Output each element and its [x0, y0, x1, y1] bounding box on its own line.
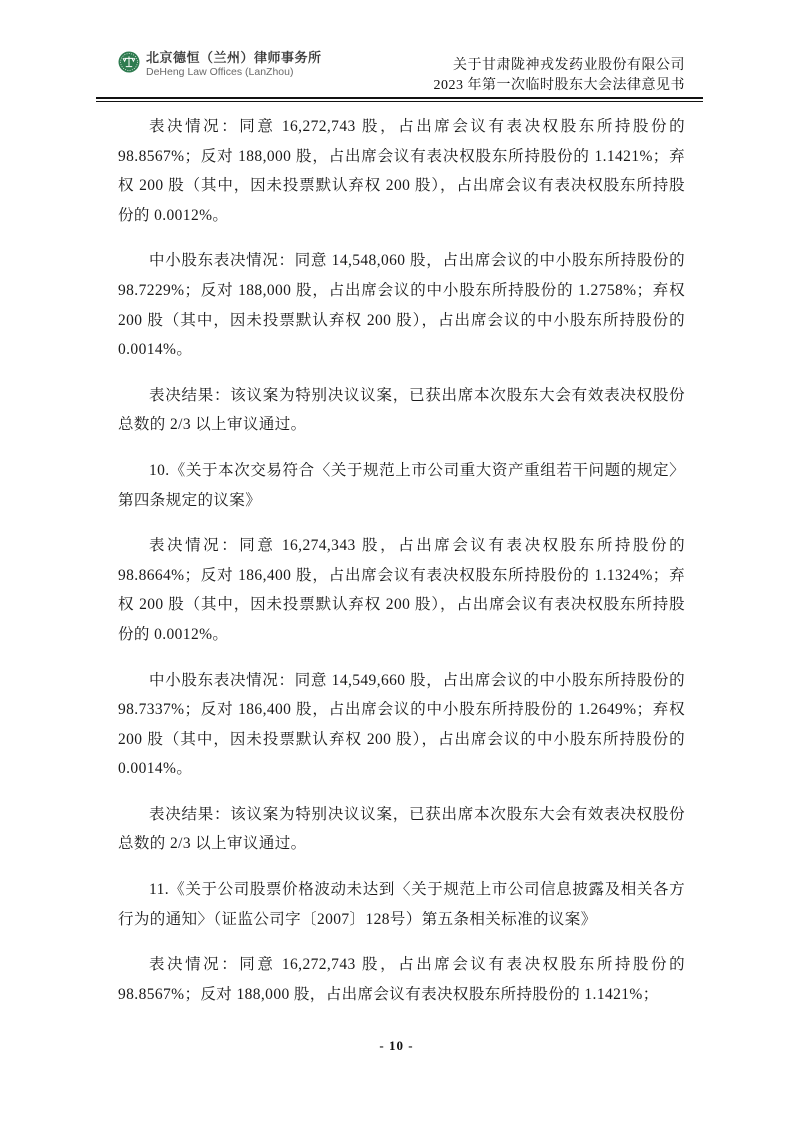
- paragraph-voting-status-3: 表决情况：同意 16,272,743 股，占出席会议有表决权股东所持股份的 98.8567%；反对 188,000 股，占出席会议有表决权股东所持股份的 1.1421%；: [118, 956, 685, 1003]
- paragraph-minority-voting-1: 中小股东表决情况：同意 14,548,060 股，占出席会议的中小股东所持股份的 98.7229%；反对 188,000 股，占出席会议的中小股东所持股份的 1.2758%；弃权 200 股（其中，因未投票默认弃权 200 股），占出席会议的中小股东所持股份的 0.0014%。: [118, 252, 685, 359]
- firm-names: [146, 50, 322, 79]
- deheng-law-logo-icon: [118, 51, 140, 73]
- firm-name-english: DeHeng Law Offices (LanZhou): [146, 66, 294, 78]
- paragraph-vote-outcome-1: 表决结果：该议案为特别决议议案，已获出席本次股东大会有效表决权股份总数的 2/3 以上审议通过。: [118, 386, 685, 434]
- paragraph-proposal-11-title: 11.《关于公司股票价格波动未达到〈关于规范上市公司信息披露及相关各方行为的通知〉（证监公司字〔2007〕128号）第五条相关标准的议案》: [118, 881, 685, 928]
- paragraph-proposal-10-title: 10.《关于本次交易符合〈关于规范上市公司重大资产重组若干问题的规定〉第四条规定的议案》: [118, 461, 685, 509]
- document-title: [434, 56, 686, 95]
- document-title-line2: 2023 年第一次临时股东大会法律意见书: [433, 77, 685, 93]
- paragraph-voting-status-1: 表决情况：同意 16,272,743 股，占出席会议有表决权股东所持股份的 98.8567%；反对 188,000 股，占出席会议有表决权股东所持股份的 1.1421%；弃权 200 股（其中，因未投票默认弃权 200 股），占出席会议有表决权股东所持股份的 0.0012%。: [118, 118, 685, 224]
- page-footer: [0, 1038, 793, 1054]
- paragraph-vote-outcome-2: 表决结果：该议案为特别决议议案，已获出席本次股东大会有效表决权股份总数的 2/3 以上审议通过。: [118, 805, 685, 853]
- firm-identity: [118, 50, 322, 79]
- header-divider: [96, 97, 703, 102]
- paragraph-voting-status-2: 表决情况：同意 16,274,343 股，占出席会议有表决权股东所持股份的 98.8664%；反对 186,400 股，占出席会议有表决权股东所持股份的 1.1324%；弃权 200 股（其中，因未投票默认弃权 200 股），占出席会议有表决权股东所持股份的 0.0012%。: [118, 537, 685, 643]
- firm-name-chinese: 北京德恒（兰州）律师事务所: [146, 50, 322, 65]
- page-number: - 10 -: [379, 1038, 414, 1053]
- document-title-line1: 关于甘肃陇神戎发药业股份有限公司: [453, 58, 685, 73]
- paragraph-minority-voting-2: 中小股东表决情况：同意 14,549,660 股，占出席会议的中小股东所持股份的 98.7337%；反对 186,400 股，占出席会议的中小股东所持股份的 1.2649%；弃权 200 股（其中，因未投票默认弃权 200 股），占出席会议的中小股东所持股份的 0.0014%。: [118, 671, 685, 778]
- document-body: [118, 112, 685, 1025]
